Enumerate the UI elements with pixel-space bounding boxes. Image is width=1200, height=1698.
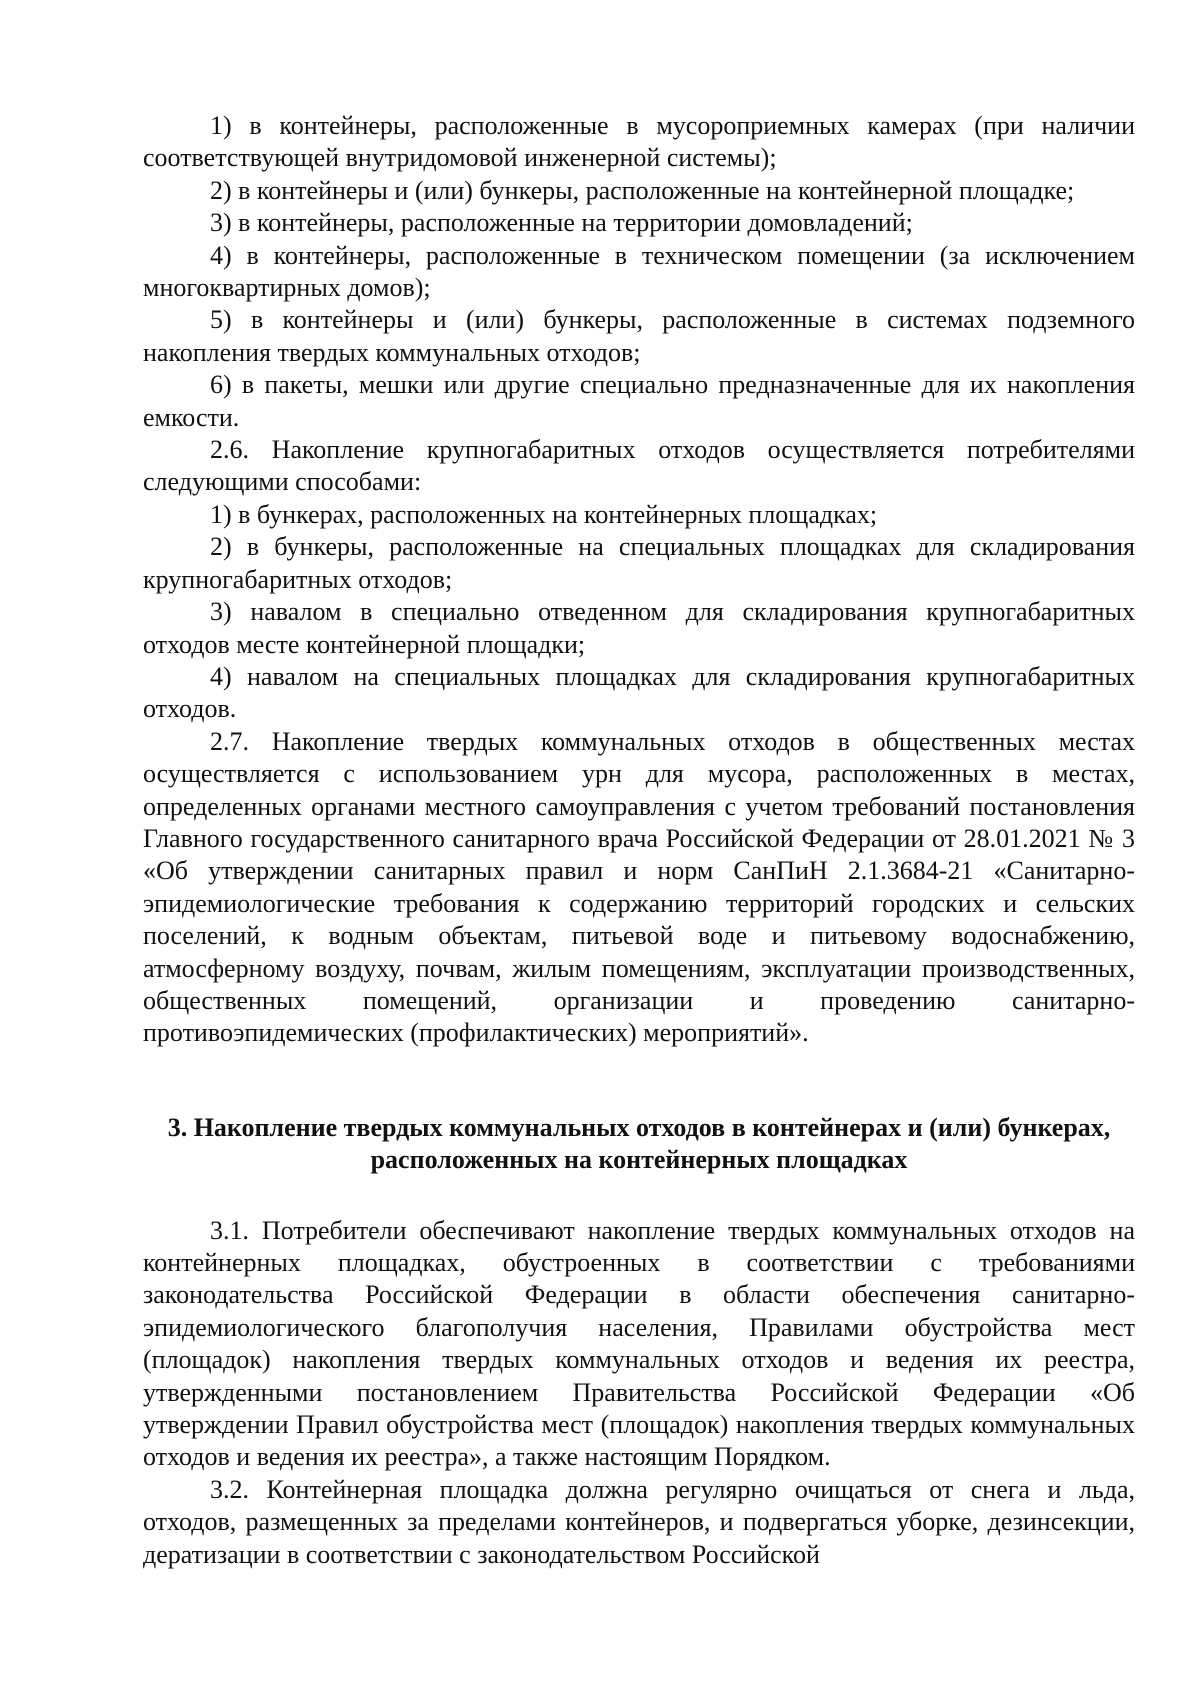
section-3-heading-line-1: 3. Накопление твердых коммунальных отходов в контейнерах и (или) бункерах, bbox=[167, 1112, 1111, 1142]
section-3-heading-line-2: расположенных на контейнерных площадках bbox=[370, 1145, 908, 1175]
paragraph-3-containers-households: 3) в контейнеры, расположенные на территории домовладений; bbox=[210, 208, 913, 238]
clause-2-6-item-1: 1) в бункерах, расположенных на контейнерных площадках; bbox=[210, 499, 878, 529]
clause-3-1: 3.1. Потребители обеспечивают накопление твердых коммунальных отходов на контейнерных площадках, обустроенных в соответствии с требованиями законодательства Российской Федерации в области обеспечения санитарно-эпидемиологического благополучия населения, Правилами обустройства мест (площадок) накопления твердых коммунальных отходов и ведения их реестра, утвержденными постановлением Правительства Российской Федерации «Об утверждении Правил обустройства мест (площадок) накопления твердых коммунальных отходов и ведения их реестра», а также настоящим Порядком. bbox=[143, 1215, 1135, 1472]
clause-2-6-item-4: 4) навалом на специальных площадках для складирования крупногабаритных отходов. bbox=[143, 661, 1135, 724]
clause-2-7: 2.7. Накопление твердых коммунальных отходов в общественных местах осуществляется с использованием урн для мусора, расположенных в местах, определенных органами местного самоуправления с учетом требований постановления Главного государственного санитарного врача Российской Федерации от 28.01.2021 № 3 «Об утверждении санитарных правил и норм СанПиН 2.1.3684-21 «Санитарно-эпидемиологические требования к содержанию территорий городских и сельских поселений, к водным объектам, питьевой воде и питьевому водоснабжению, атмосферному воздуху, почвам, жилым помещениям, эксплуатации производственных, общественных помещений, организации и проведению санитарно-противоэпидемических (профилактических) мероприятий». bbox=[143, 726, 1135, 1048]
paragraph-6-bags: 6) в пакеты, мешки или другие специально предназначенные для их накопления емкости. bbox=[143, 370, 1135, 432]
paragraph-1-containers-chambers: 1) в контейнеры, расположенные в мусороприемных камерах (при наличии соответствующей внутридомовой инженерной системы); bbox=[143, 111, 1135, 173]
clause-2-6-item-2: 2) в бункеры, расположенные на специальных площадках для складирования крупногабаритных отходов; bbox=[143, 532, 1135, 594]
paragraph-4-containers-technical-room: 4) в контейнеры, расположенные в техническом помещении (за исключением многоквартирных домов); bbox=[143, 240, 1135, 303]
clause-3-2: 3.2. Контейнерная площадка должна регулярно очищаться от снега и льда, отходов, размещенных за пределами контейнеров, и подвергаться уборке, дезинсекции, дератизации в соответствии с законодательством Российской bbox=[143, 1474, 1135, 1569]
clause-2-6-item-3: 3) навалом в специально отведенном для складирования крупногабаритных отходов месте контейнерной площадки; bbox=[143, 597, 1135, 659]
document-body bbox=[143, 110, 1135, 1571]
paragraph-2-containers-platform: 2) в контейнеры и (или) бункеры, расположенные на контейнерной площадке; bbox=[210, 175, 1075, 205]
clause-2-6: 2.6. Накопление крупногабаритных отходов осуществляется потребителями следующими способами: bbox=[143, 435, 1135, 497]
paragraph-5-underground-systems: 5) в контейнеры и (или) бункеры, расположенные в системах подземного накопления твердых коммунальных отходов; bbox=[143, 305, 1135, 367]
section-3-heading bbox=[143, 1112, 1135, 1177]
